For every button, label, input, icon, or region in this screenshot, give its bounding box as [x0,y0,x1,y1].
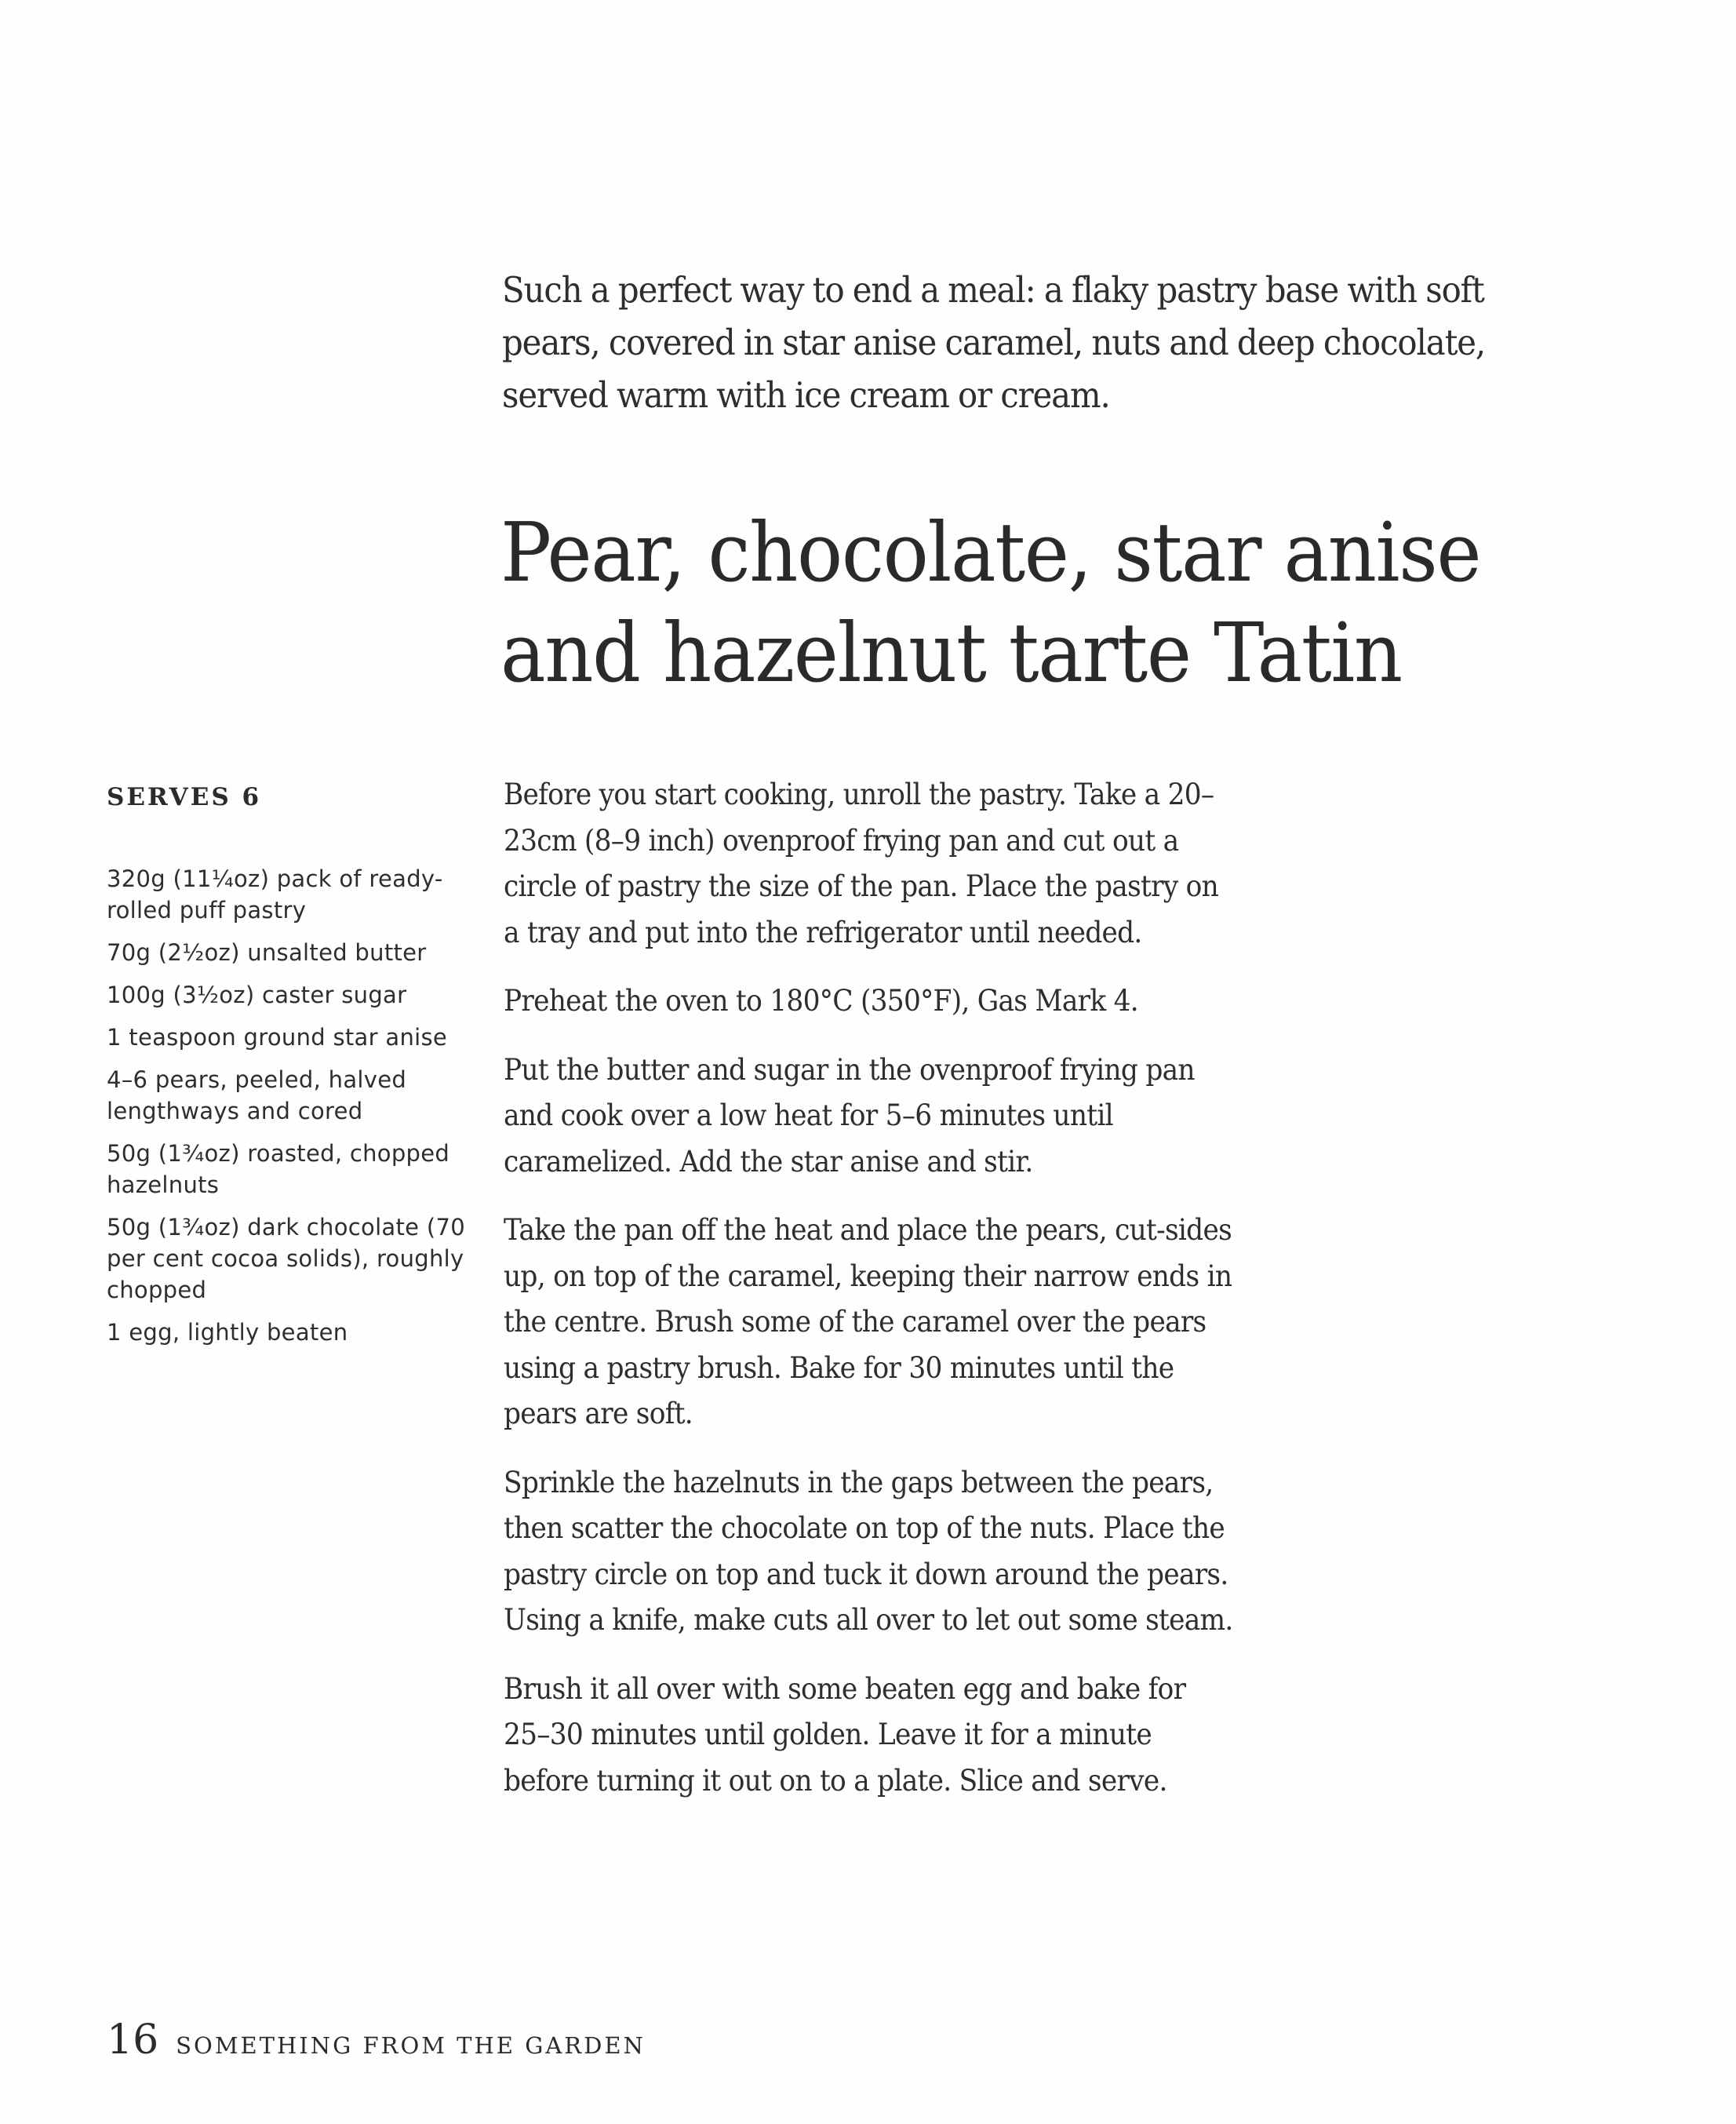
ingredient-item: 4–6 pears, peeled, halved lengthways and cored [107,1066,407,1124]
method-step: Before you start cooking, unroll the pastry. Take a 20–23cm (8–9 inch) ovenproof frying pan and cut out a circle of pastry the size of the pan. Place the pastry on a tray and put into the refrigerator until needed. [504,778,1219,949]
page-footer [107,2017,646,2064]
method-step: Preheat the oven to 180°C (350°F), Gas Mark 4. [504,984,1138,1018]
ingredient-item: 50g (1¾oz) roasted, chopped hazelnuts [107,1140,450,1198]
ingredients-sidebar [107,781,468,1359]
ingredient-item: 320g (11¼oz) pack of ready-rolled puff pastry [107,865,443,924]
method-step: Sprinkle the hazelnuts in the gaps between the pears, then scatter the chocolate on top of the nuts. Place the pastry circle on top and tuck it down around the pears. Using a knife, make cuts all over to let out some steam. [504,1465,1233,1637]
ingredient-item: 1 teaspoon ground star anise [107,1024,448,1051]
ingredient-item: 100g (3½oz) caster sugar [107,982,407,1008]
method-step: Brush it all over with some beaten egg and bake for 25–30 minutes until golden. Leave it for a minute before turning it out on to a plate. Slice and serve. [504,1671,1186,1798]
method-step: Take the pan off the heat and place the pears, cut-sides up, on top of the caramel, keeping their narrow ends in the centre. Brush some of the caramel over the pears using a pastry brush. Bake for 30 minutes until the pears are soft. [504,1213,1232,1430]
page-number: 16 [107,2017,159,2064]
section-name: SOMETHING FROM THE GARDEN [176,2032,646,2059]
recipe-title-line-1: Pear, chocolate, star anise [500,505,1481,600]
recipe-title [500,502,1668,703]
method-steps [504,772,1233,1827]
ingredients-list [107,863,468,1348]
recipe-title-line-2: and hazelnut tarte Tatin [500,605,1402,701]
serves-label: SERVES 6 [107,783,262,811]
method-step: Put the butter and sugar in the ovenproof frying pan and cook over a low heat for 5–6 minutes until caramelized. Add the star anise and stir. [504,1052,1195,1179]
ingredient-item: 1 egg, lightly beaten [107,1319,348,1346]
recipe-intro: Such a perfect way to end a meal: a flaky pastry base with soft pears, covered in star anise caramel, nuts and deep chocolate, served warm with ice cream or cream. [502,269,1486,416]
ingredient-item: 70g (2½oz) unsalted butter [107,939,427,966]
ingredient-item: 50g (1¾oz) dark chocolate (70 per cent cocoa solids), roughly chopped [107,1214,465,1303]
